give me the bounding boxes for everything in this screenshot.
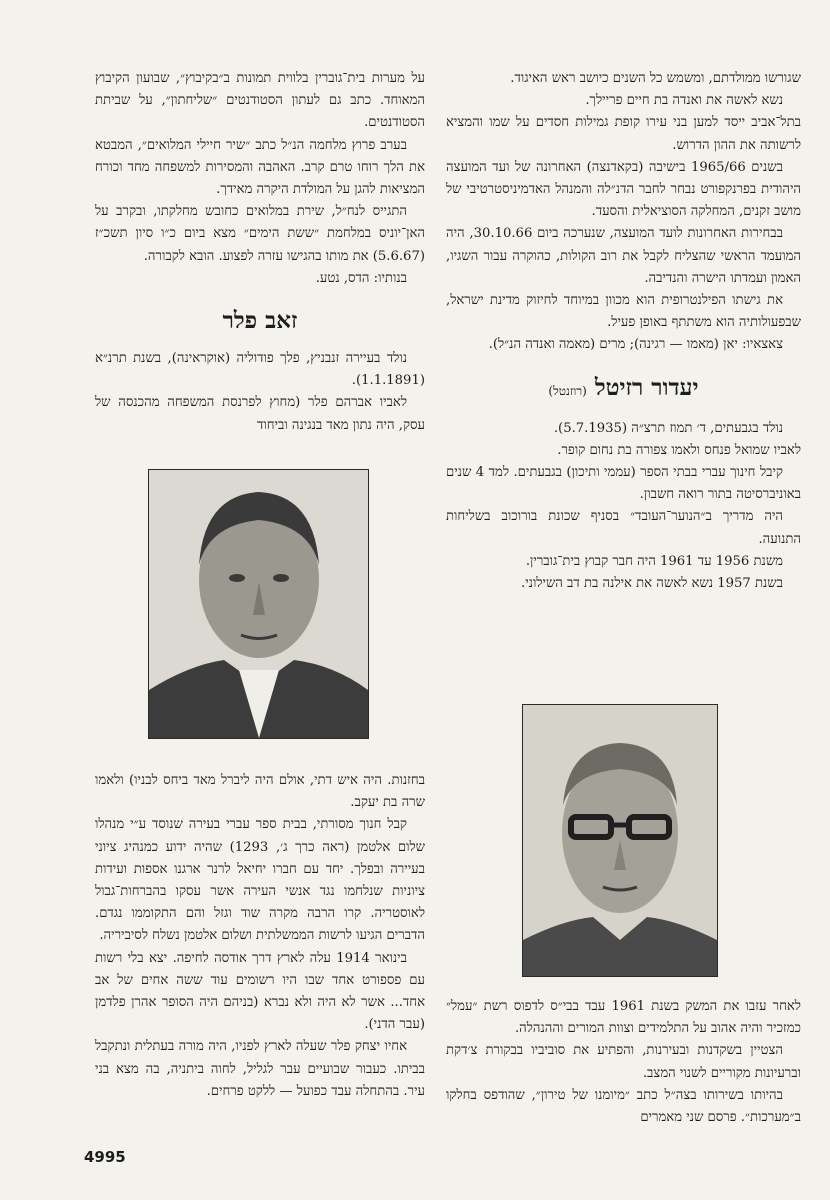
portrait-image [523,705,717,976]
paragraph: על מערות בית־גוברין בלווית תמונות ב״בקיבוץ״, שבועון הקיבוץ המאוחד. כתב גם לעתון הסטודנטים ״שליחתון״, על שביתת הסטודנטים. [95,71,425,131]
paragraph: בתל־אביב ייסד למען בני עירו קופת גמילות חסדים על שמו והמציא לרשותה את ההון הדרוש. [446,115,801,153]
paragraph: לאביו שמואל פנחס ולאמו צפורה בת נחום קופר. [557,442,801,458]
paragraph: הצטיין בשקדנות ובעירנות, והפתיע את סוביביו בבקורת צ׳דקת וברעיונות מקוריים לשנוי המצב. [446,1043,801,1081]
paragraph: לאחר עזבו את המשק בשנת 1961 עבד בבי״ס לדפוס רשת ״עמל״ כמזכיר והיה אהוב על התלמידים וצוות המורים וההנהלה. [446,999,801,1037]
heading-name: יעדור רזיטל [594,373,699,401]
right-column [446,68,801,595]
portrait-photo-feller [148,469,369,739]
heading-name: זאב פלר [222,307,298,335]
paragraph: בבחירות האחרונות לועד המועצה, שנערכה ביום 30.10.66, היה המועמד הראשי שהצליח לקבל את רוב הקולות, כהוקרה עבור השגיו, האמון ועמדתו הישרה והנדיבה. [446,226,801,286]
biography-heading [446,373,801,406]
left-column [95,68,425,437]
paragraph: התגייס לנח״ל, שירת במלואים כחובש מחלקתו, ובקרב על האן־יוניס במלחמת ״ששת הימים״ מצא ביום כ״ו סיון תשכ״ז (5.6.67) את מותו בהגישו עזרה לפצוע. הובא לקבורה. [95,204,425,264]
paragraph: בשנת 1957 נשא לאשה את אילנה בת דב השילוני. [521,576,783,592]
portrait-image [149,470,368,738]
paragraph: בשנים 1965/66 בישיבה (בקאדנצה) האחרונה של ועד המועצה היהודית בפרנקפורט נבחר לחבר הדנ״לה והמנהל האדמיניסטרטיבי של מושב זקנים, המחלקה הסוציאלית והסעד. [446,159,801,220]
page-number: 4995 [84,1148,126,1166]
paragraph: משנת 1956 עד 1961 היה חבר קבוץ בית־גוברין. [525,553,783,569]
paragraph: בנותיו: הדס, נטע. [315,270,407,286]
paragraph: אחיו יצחק פלר שעלה לארץ לפניו, היה מורה בעתלית ונתקבל בביתו. כעבור שבועיים עבר לגליל, לחוה ביתניה, בה מצא בני עיר. בהתחלה עבד כפועל — ללקט פרחים. [95,1039,425,1099]
paragraph: את גישתו הפילנטרופית הוא מכוון במיוחד לחיזוק מדינת ישראל, שבפעולותיה הוא משתתף באופן פעיל. [446,293,801,331]
paragraph: בהיותו בשירותו בצה״ל כתב ״מיומנו של טירון״, שהודפס בחלקו ב״מערכות״. פרסם שני מאמרים [446,1087,801,1126]
paragraph: בינואר 1914 עלה לארץ דרך אודסה לחיפה. יצא בלי רשות עם פספורט אחד שבו היו רשומים עוד ששה אחים של אב אחד... אשר לא היה ולא נברא (בניהם היה הסופר אהרן פלדמן (עבר הדני). [95,950,425,1033]
paragraph: צאצאיו: יאן (מאמו — רגינה); מרים (מאמה ואנדה הנ״ל). [488,337,783,353]
paragraph: בערב פרוץ מלחמה הנ״ל כתב ״שיר חיילי המלואים״, המבטא את הלך רוחו טרם קרב. האהבה והמסירות למשפחה מחד וכורח המציאות להגן על המולדת היקרה מאידך. [95,137,425,198]
biography-heading [95,306,425,336]
heading-alias: (רוזנטל) [548,383,587,398]
left-column-lower [95,770,425,1103]
paragraph: נשא לאשה את ואנדה בת חיים פריילך. [585,93,783,109]
right-column-lower [446,996,801,1129]
portrait-photo-rozitl [522,704,718,977]
paragraph: היה מדריך ב״הנוער־העובד״ בסניף שכונת בורוכוב בשליחות התנועה. [446,509,801,547]
paragraph: לאביו אברהם פלר (מחוץ לפרנסת המשפחה מהכנסה של עסק, היה נתון מאד בנגינה וביחוד [95,395,425,433]
paragraph: קבל חנוך מסורתי, בבית ספר עברי בעירה שנוסד ע״י מנהלו שלום אלטמן (ראה כרך ג׳, 1293) שהיה ידוע כמנהיג ציוני בעיירה ובפלך. יחד עם חברו יחיאל לרנר ארגנו אספות ועידות ציוניות שנלחמו נגד אנשי העירה אשר עסקו בהברחות־גבול לאוסטריה. קרו הרבה מקרה שוד וגזל והם התקוממו נגדם. הדברים הגיעו לרשות הממשלתית ושלום אלטמן נשלח לסיביריה. [95,817,425,944]
paragraph: קיבל חינוך עברי בבתי הספר (עממי ותיכון) בגבעתים. למד 4 שנים באוניברסיטה בתור רואה חשבון. [446,465,801,503]
paragraph: שגורשו ממולדתם, ומשמש כל השנים כיושב ראש האיגוד. [510,71,801,86]
paragraph: בחזנות. היה איש דתי, אולם היה ליברל מאד ביחס לבניו) ולאמו שרה בת יעקב. [95,773,425,811]
paragraph: נולד בגבעתים, ד׳ תמוז תרצ״ה (5.7.1935). [553,420,783,436]
paragraph: נולד בעיירה זנבניץ, פלך פודוליה (אוקראינה), בשנת תרנ״א (1.1.1891). [95,351,425,389]
